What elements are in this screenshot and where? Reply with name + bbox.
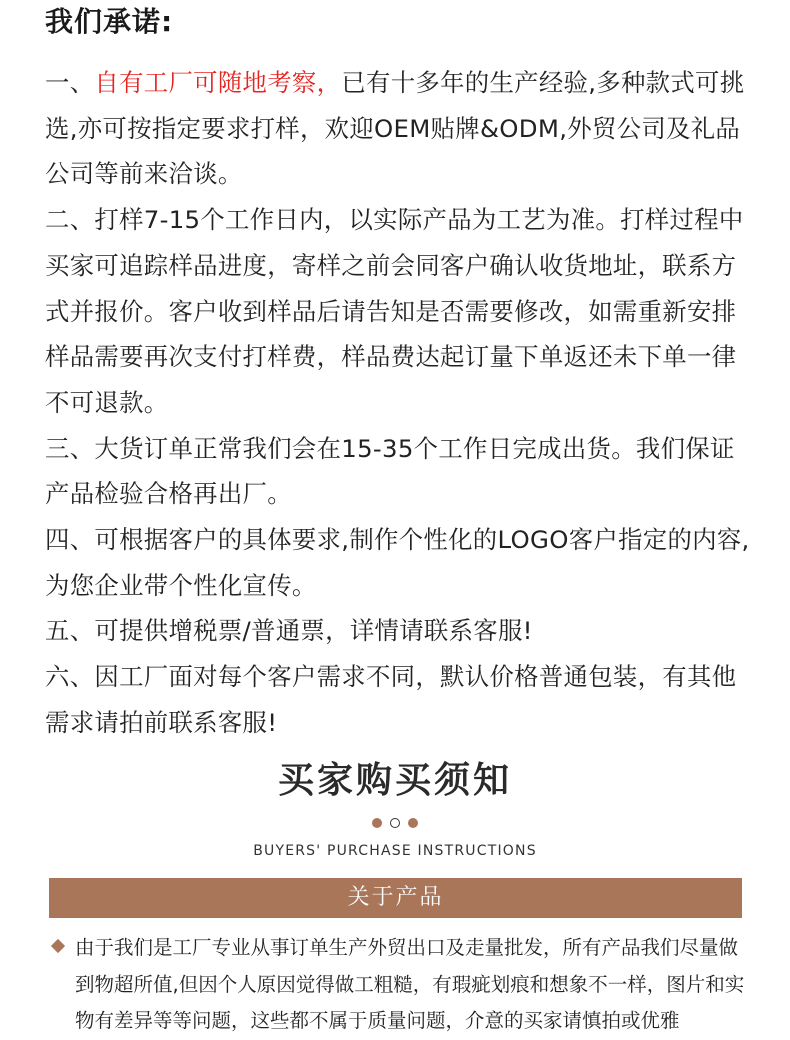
promise-list [45, 60, 757, 746]
carousel-dots-icon [0, 818, 790, 828]
notice-title: 买家购买须知 [277, 760, 512, 801]
dot-filled-icon [408, 818, 418, 828]
dot-hollow-icon [390, 818, 400, 828]
promise-item-5 [45, 608, 757, 654]
item-prefix: 五、 [45, 616, 95, 646]
item-highlight: 自有工厂可随地考察， [94, 68, 342, 97]
section-band: 关于产品 [49, 878, 742, 918]
notice-subtitle: BUYERS' PURCHASE INSTRUCTIONS [253, 843, 537, 859]
promise-item-3 [45, 426, 757, 517]
item-prefix: 一、 [45, 68, 95, 97]
item-prefix: 六、 [45, 662, 95, 692]
promise-item-1 [45, 60, 757, 197]
promise-item-4 [45, 517, 757, 608]
diamond-bullet-icon [51, 939, 65, 953]
item-text: 因工厂面对每个客户需求不同，默认价格普通包装，有其他需求请拍前联系客服! [45, 662, 737, 737]
item-prefix: 三、 [45, 433, 95, 463]
item-text: 打样7-15个工作日内，以实际产品为工艺为准。打样过程中买家可追踪样品进度，寄样之前会同客户确认收货地址，联系方式并报价。客户收到样品后请告知是否需要修改，如需重新安排样品需要再次支付打样费，样品费达起订量下单返还未下单一律不可退款。 [45, 205, 744, 417]
item-prefix: 二、 [45, 205, 95, 235]
item-prefix: 四、 [45, 525, 95, 555]
item-text: 已有十多年的生产经验,多种款式可挑选,亦可按指定要求打样，欢迎OEM贴牌&ODM,外贸公司及礼品公司等前来洽谈。 [45, 68, 745, 189]
promise-item-6 [45, 654, 757, 745]
item-text: 大货订单正常我们会在15-35个工作日完成出货。我们保证产品检验合格再出厂。 [45, 433, 735, 509]
product-description: 由于我们是工厂专业从事订单生产外贸出口及走量批发，所有产品我们尽量做到物超所值,但因个人原因觉得做工粗糙，有瑕疵划痕和想象不一样，图片和实物有差异等等问题，这些都不属于质量问题，介意的买家请慎拍或优雅 [75, 936, 745, 1032]
promise-title: 我们承诺: [45, 5, 174, 38]
item-text: 可提供增税票/普通票，详情请联系客服! [94, 616, 533, 646]
item-text: 可根据客户的具体要求,制作个性化的LOGO客户指定的内容,为您企业带个性化宣传。 [45, 525, 750, 600]
promise-item-2 [45, 197, 757, 426]
dot-filled-icon [372, 818, 382, 828]
